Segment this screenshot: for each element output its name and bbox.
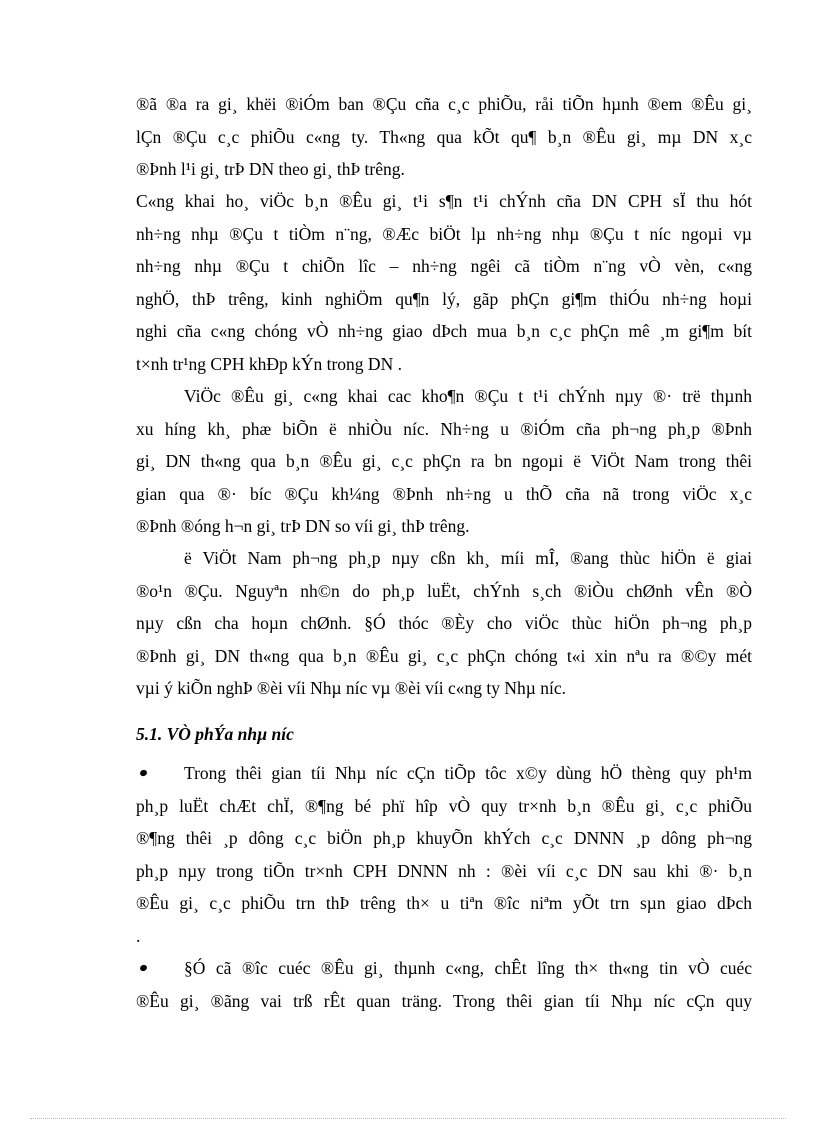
text-line: ph¸p nµy trong tiÕn tr×nh CPH DNNN nh : ®èi víi c¸c DN sau khi ®· b¸n bbox=[136, 860, 752, 881]
text-line: t×nh tr¹ng CPH khÐp kÝn trong DN . bbox=[136, 353, 402, 374]
text-line: lÇn ®Çu c¸c phiÕu c«ng ty. Th«ng qua kÕt qu¶ b¸n ®Êu gi¸ mµ DN x¸c bbox=[136, 126, 752, 147]
paragraph-3 bbox=[136, 380, 752, 543]
text-line: ®Þnh gi¸ DN th«ng qua b¸n ®Êu gi¸ c¸c phÇn chóng t«i xin nªu ra ®©y mét bbox=[136, 645, 752, 666]
text-line: ®o¹n ®Çu. Nguyªn nh©n do ph¸p luËt, chÝnh s¸ch ®iÒu chØnh vÊn ®Ò bbox=[136, 580, 752, 601]
text-line: nh÷ng nhµ ®Çu t tiÒm n¨ng, ®Æc biÖt lµ nh÷ng nhµ ®Çu t níc ngoµi vµ bbox=[136, 223, 752, 244]
footer-divider bbox=[30, 1118, 786, 1119]
section-heading: 5.1. VÒ phÝa nhµ níc bbox=[136, 724, 294, 744]
paragraph-2 bbox=[136, 185, 752, 380]
text-line: ®Þnh l¹i gi¸ trÞ DN theo gi¸ thÞ trêng. bbox=[136, 159, 405, 179]
text-line: ViÖc ®Êu gi¸ c«ng khai cac kho¶n ®Çu t t¹i chÝnh nµy ®· trë thµnh bbox=[184, 386, 752, 406]
text-line: nghi cña c«ng chóng vÒ nh÷ng giao dÞch mua b¸n c¸c phÇn mê ¸m gi¶m bít bbox=[136, 321, 752, 341]
text-line: nh÷ng nhµ ®Çu t chiÕn lîc – nh÷ng ngêi cã tiÒm n¨ng vÒ vèn, c«ng bbox=[136, 256, 752, 276]
text-line: ë ViÖt Nam ph¬ng ph¸p nµy cßn kh¸ míi mÎ, ®ang thùc hiÖn ë giai bbox=[184, 548, 752, 568]
bullet-item-1 bbox=[136, 757, 752, 952]
text-line: xu híng kh¸ phæ biÕn ë nhiÒu níc. Nh÷ng u ®iÓm cña ph¬ng ph¸p ®Þnh bbox=[136, 418, 752, 439]
text-line: ®ã ®a ra gi¸ khëi ®iÓm ban ®Çu cña c¸c phiÕu, råi tiÕn hµnh ®em ®Êu gi¸ bbox=[136, 94, 752, 114]
bullet-item-2 bbox=[136, 952, 752, 1017]
text-line: gian qua ®· bíc ®Çu kh¼ng ®Þnh nh÷ng u thÕ cña nã trong viÖc x¸c bbox=[136, 483, 752, 504]
text-line: ®Êu gi¸ c¸c phiÕu trn thÞ trêng th× u tiªn ®îc niªm yÕt trn sµn giao dÞch bbox=[136, 893, 752, 913]
text-line: C«ng khai ho¸ viÖc b¸n ®Êu gi¸ t¹i s¶n t¹i chÝnh cña DN CPH sÏ thu hót bbox=[136, 191, 752, 211]
paragraph-1 bbox=[136, 88, 752, 186]
text-line: ®Þnh ®óng h¬n gi¸ trÞ DN so víi gi¸ thÞ trêng. bbox=[136, 516, 470, 536]
text-line: ®¶ng thêi ¸p dông c¸c biÖn ph¸p khuyÕn khÝch c¸c DNNN ¸p dông ph¬ng bbox=[136, 828, 752, 848]
text-line: . bbox=[136, 925, 141, 946]
text-line: Trong thêi gian tíi Nhµ níc cÇn tiÕp tôc x©y dùng hÖ thèng quy ph¹m bbox=[184, 763, 752, 783]
text-line: ®Êu gi¸ ®ãng vai trß rÊt quan träng. Trong thêi gian tíi Nhµ níc cÇn quy bbox=[136, 990, 752, 1011]
text-line: §Ó cã ®îc cuéc ®Êu gi¸ thµnh c«ng, chÊt lîng th× th«ng tin vÒ cuéc bbox=[184, 958, 752, 978]
text-line: ph¸p luËt chÆt chÏ, ®¶ng bé phï hîp vÒ quy tr×nh b¸n ®Êu gi¸ c¸c phiÕu bbox=[136, 795, 752, 816]
text-line: nghÖ, thÞ trêng, kinh nghiÖm qu¶n lý, gãp phÇn gi¶m thiÓu nh÷ng hoµi bbox=[136, 288, 752, 309]
paragraph-4 bbox=[136, 542, 752, 705]
text-line: nµy cßn cha hoµn chØnh. §Ó thóc ®Èy cho viÖc thùc hiÖn ph¬ng ph¸p bbox=[136, 613, 752, 633]
text-line: gi¸ DN th«ng qua b¸n ®Êu gi¸ c¸c phÇn ra bn ngoµi ë ViÖt Nam trong thêi bbox=[136, 451, 752, 471]
text-line: vµi ý kiÕn nghÞ ®èi víi Nhµ níc vµ ®èi víi c«ng ty Nhµ níc. bbox=[136, 678, 567, 698]
